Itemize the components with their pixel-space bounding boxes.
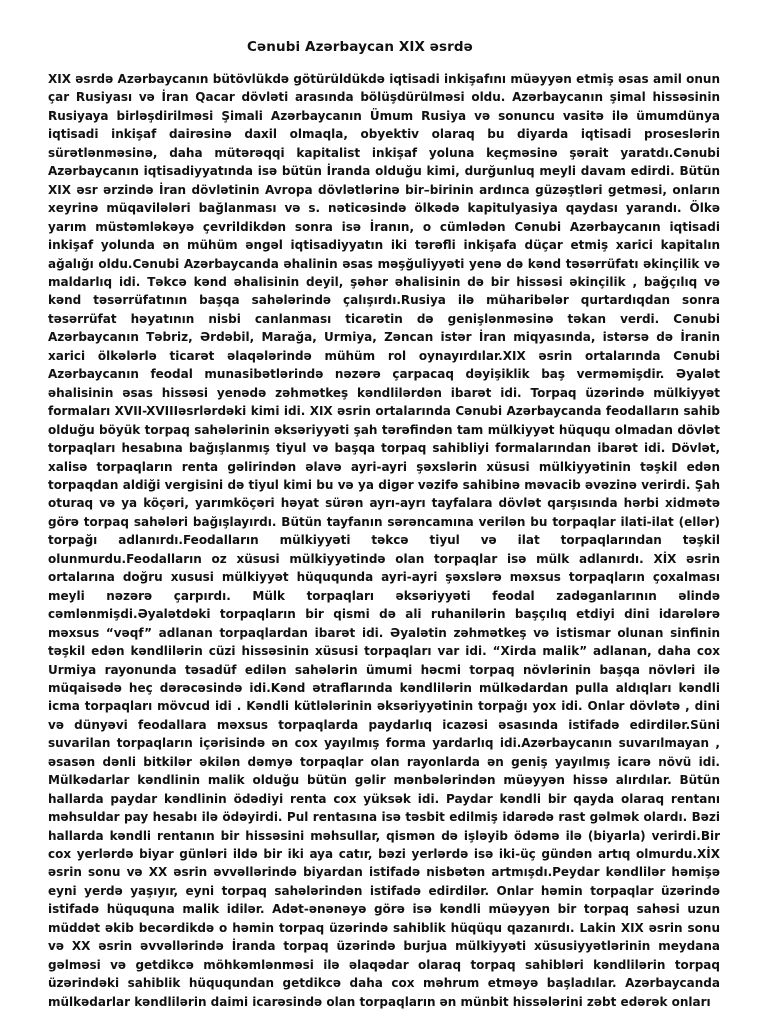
- document-body-text: XIX əsrdə Azərbaycanın bütövlükdə götürüldükdə iqtisadi inkişafını müəyyən etmiş əsas amil onun çar Rusiyası və İran Qacar dövləti arasında bölüşdürülməsi oldu. Azərbaycanın şimal hissəsinin Rusiyaya birləşdirilməsi Şimali Azərbaycanın Ümum Rusiya və sonuncu vasitə ilə ümumdünya iqtisadi inkişaf dairəsinə daxil olmaqla, obyektiv olaraq bu diyarda iqtisadi proseslərin sürətlənməsinə, daha mütərəqqi kapitalist inkişaf yoluna keçməsinə şərait yaratdı.Cənubi Azərbaycanın iqtisadiyyatında isə bütün İranda olduğu kimi, durğunluq meyli davam edirdi. Bütün XIX əsr ərzində İran dövlətinin Avropa dövlətlərinə bir–birinin ardınca güzəştləri getməsi, onların xeyrinə müqavilələri bağlanması və s. nəticəsində ölkədə kapitulyasiya qaydası yarandı. Ölkə yarım müstəmləkəyə çevrildikdən sonra isə İranın, o cümlədən Cənubi Azərbaycanın iqtisadi inkişaf yolunda ən mühüm əngəl iqtisadiyyatın iki tərəfli inkişafa düçar etmiş xarici kapitalın ağalığı oldu.Cənubi Azərbaycanda əhalinin əsas məşğuliyyəti yenə də kənd təsərrüfatı əkinçilik və maldarlıq idi. Təkcə kənd əhalisinin deyil, şəhər əhalisinin də bir hissəsi əkinçilik , bağçılıq və kənd təsərrüfatının başqa sahələrində çalışırdı.Rusiya ilə müharibələr qurtardıqdan sonra təsərrüfat həyatının nisbi canlanması ticarətin də genişlənməsinə təkan verdi. Cənubi Azərbaycanın Təbriz, Ərdəbil, Marağa, Urmiya, Zəncan istər İran miqyasında, istərsə də İranin xarici ölkələrlə ticarət əlaqələrində mühüm rol oynayırdılar.XIX əsrin ortalarında Cənubi Azərbaycanın feodal munasibətlərində nəzərə çarpacaq dəyişiklik baş verməmişdir. Əyalət əhalisinin əsas hissəsi yenədə zəhmətkeş kəndlilərdən ibarət idi. Torpaq üzərində mülkiyyət formaları XVII-XVIIIəsrlərdəki kimi idi. XIX əsrin ortalarında Cənubi Azərbaycanda feodalların sahib olduğu böyük torpaq sahələrinin əksəriyyəti şah tərəfindən tam mülkiyyət hüququ olmadan dövlət torpaqları hesabına bağışlanmış tiyul və başqa torpaq sahibliyi formalarından ibarət idi. Dövlət, xalisə torpaqların renta gəlirindən əlavə ayri-ayri şəxslərin xüsusi mülkiyyətinin təşkil edən torpaqdan aldiği vergisini də tiyul kimi bu və ya digər vəzifə sahibinə məvacib əvəzinə verirdi. Şah oturaq və ya köçəri, yarımköçəri həyat sürən ayrı-ayrı tayfalara dövlət qarşısında hərbi xidmətə görə torpaq sahələri bağışlayırdı. Bütün tayfanın sərəncamına verilən bu torpaqlar ilati-ilat (ellər) torpağı adlanırdı.Feodalların mülkiyyəti təkcə tiyul və ilat torpaqlarından təşkil olunmurdu.Feodalların oz xüsusi mülkiyyətində olan torpaqlar isə mülk adlanırdı. XİX əsrin ortalarına doğru xususi mülkiyyət hüququnda ayri-ayri şəxslərə məxsus torpaqların çoxalması meyli nəzərə çarpırdı. Mülk torpaqları əksəriyyəti feodal zadəganlarının əlində cəmlənmişdi.Əyalətdəki torpaqların bir qismi də ali ruhanilərin başçılıq etdiyi dini idarələrə məxsus “vəqf” adlanan torpaqlardan ibarət idi. Əyalətin zəhmətkeş və istismar olunan sinfinin təşkil edən kəndlilərin cüzi hissəsinin xüsusi torpaqları var idi. “Xirda malik” adlanan, daha cox Urmiya rayonunda təsadüf edilən sahələrin ümumi həcmi torpaq növlərinin başqa növləri ilə müqaisədə heç dərəcəsində idi.Kənd ətraflarında kəndlilərin mülkədardan pulla aldıqları kəndli icma torpaqları mövcud idi . Kəndli kütlələrinin əksəriyyətinin torpağı yox idi. Onlar dövlətə , dini və dünyəvi feodallara məxsus torpaqlarda paydarlıq icazəsi əsasında istifadə edirdilər.Süni suvarilan torpaqların içərisində ən cox yayılmış forma yardarlıq idi.Azərbaycanın suvarılmayan , əsasən dənli bitkilər əkilən dəmyə torpaqlar olan rayonlarda ən geniş yayılmış icarə növü idi. Mülkədarlar kəndlinin malik olduğu bütün gəlir mənbələrindən müəyyən hissə alırdılar. Bütün hallarda paydar kəndlinin ödədiyi renta cox yüksək idi. Paydar kəndli bir qayda olaraq rentanı məhsuldar pay hesabı ilə ödəyirdi. Pul rentasına isə təsbit edilmiş idarədə rast gəlmək olardı. Bəzi hallarda kəndli rentanın bir hissəsini məhsullar, qismən də işləyib ödəmə ilə (biyarla) verirdi.Bir cox yerlərdə biyar günləri ildə bir iki aya catır, bəzi yerlərdə isə iki-üç gündən artıq olmurdu.XİX əsrin sonu və XX əsrin əvvəllərində biyardan istifadə nisbətən artmışdı.Peydar kəndlilər həmişə eyni yerdə yaşıyır, eyni torpaq sahələrindən istifadə edirdilər. Onlar həmin torpaqlar üzərində istifadə hüququna malik idilər. Adət-ənənəyə görə isə kəndli müəyyən bir torpaq sahəsi uzun müddət əkib becərdikdə o həmin torpaq üzərində sahiblik hüqüqu qazanırdı. Lakin XIX əsrin sonu və XX əsrin əvvəllərində İranda torpaq üzərində burjua mülkiyyəti xüsusiyyətlərinin meydana gəlməsi və getdikcə möhkəmlənməsi ilə əlaqədar olaraq torpaq sahibləri kəndlilərin torpaq üzərindəki sahiblik hüququndan getdikcə daha cox məhrum etməyə başladılar. Azərbaycanda mülkədarlar kəndlilərin daimi icarəsində olan torpaqların ən münbit hissələrini zəbt edərək onları: [48, 72, 720, 1009]
- document-title: Cənubi Azərbaycan XIX əsrdə: [247, 39, 473, 55]
